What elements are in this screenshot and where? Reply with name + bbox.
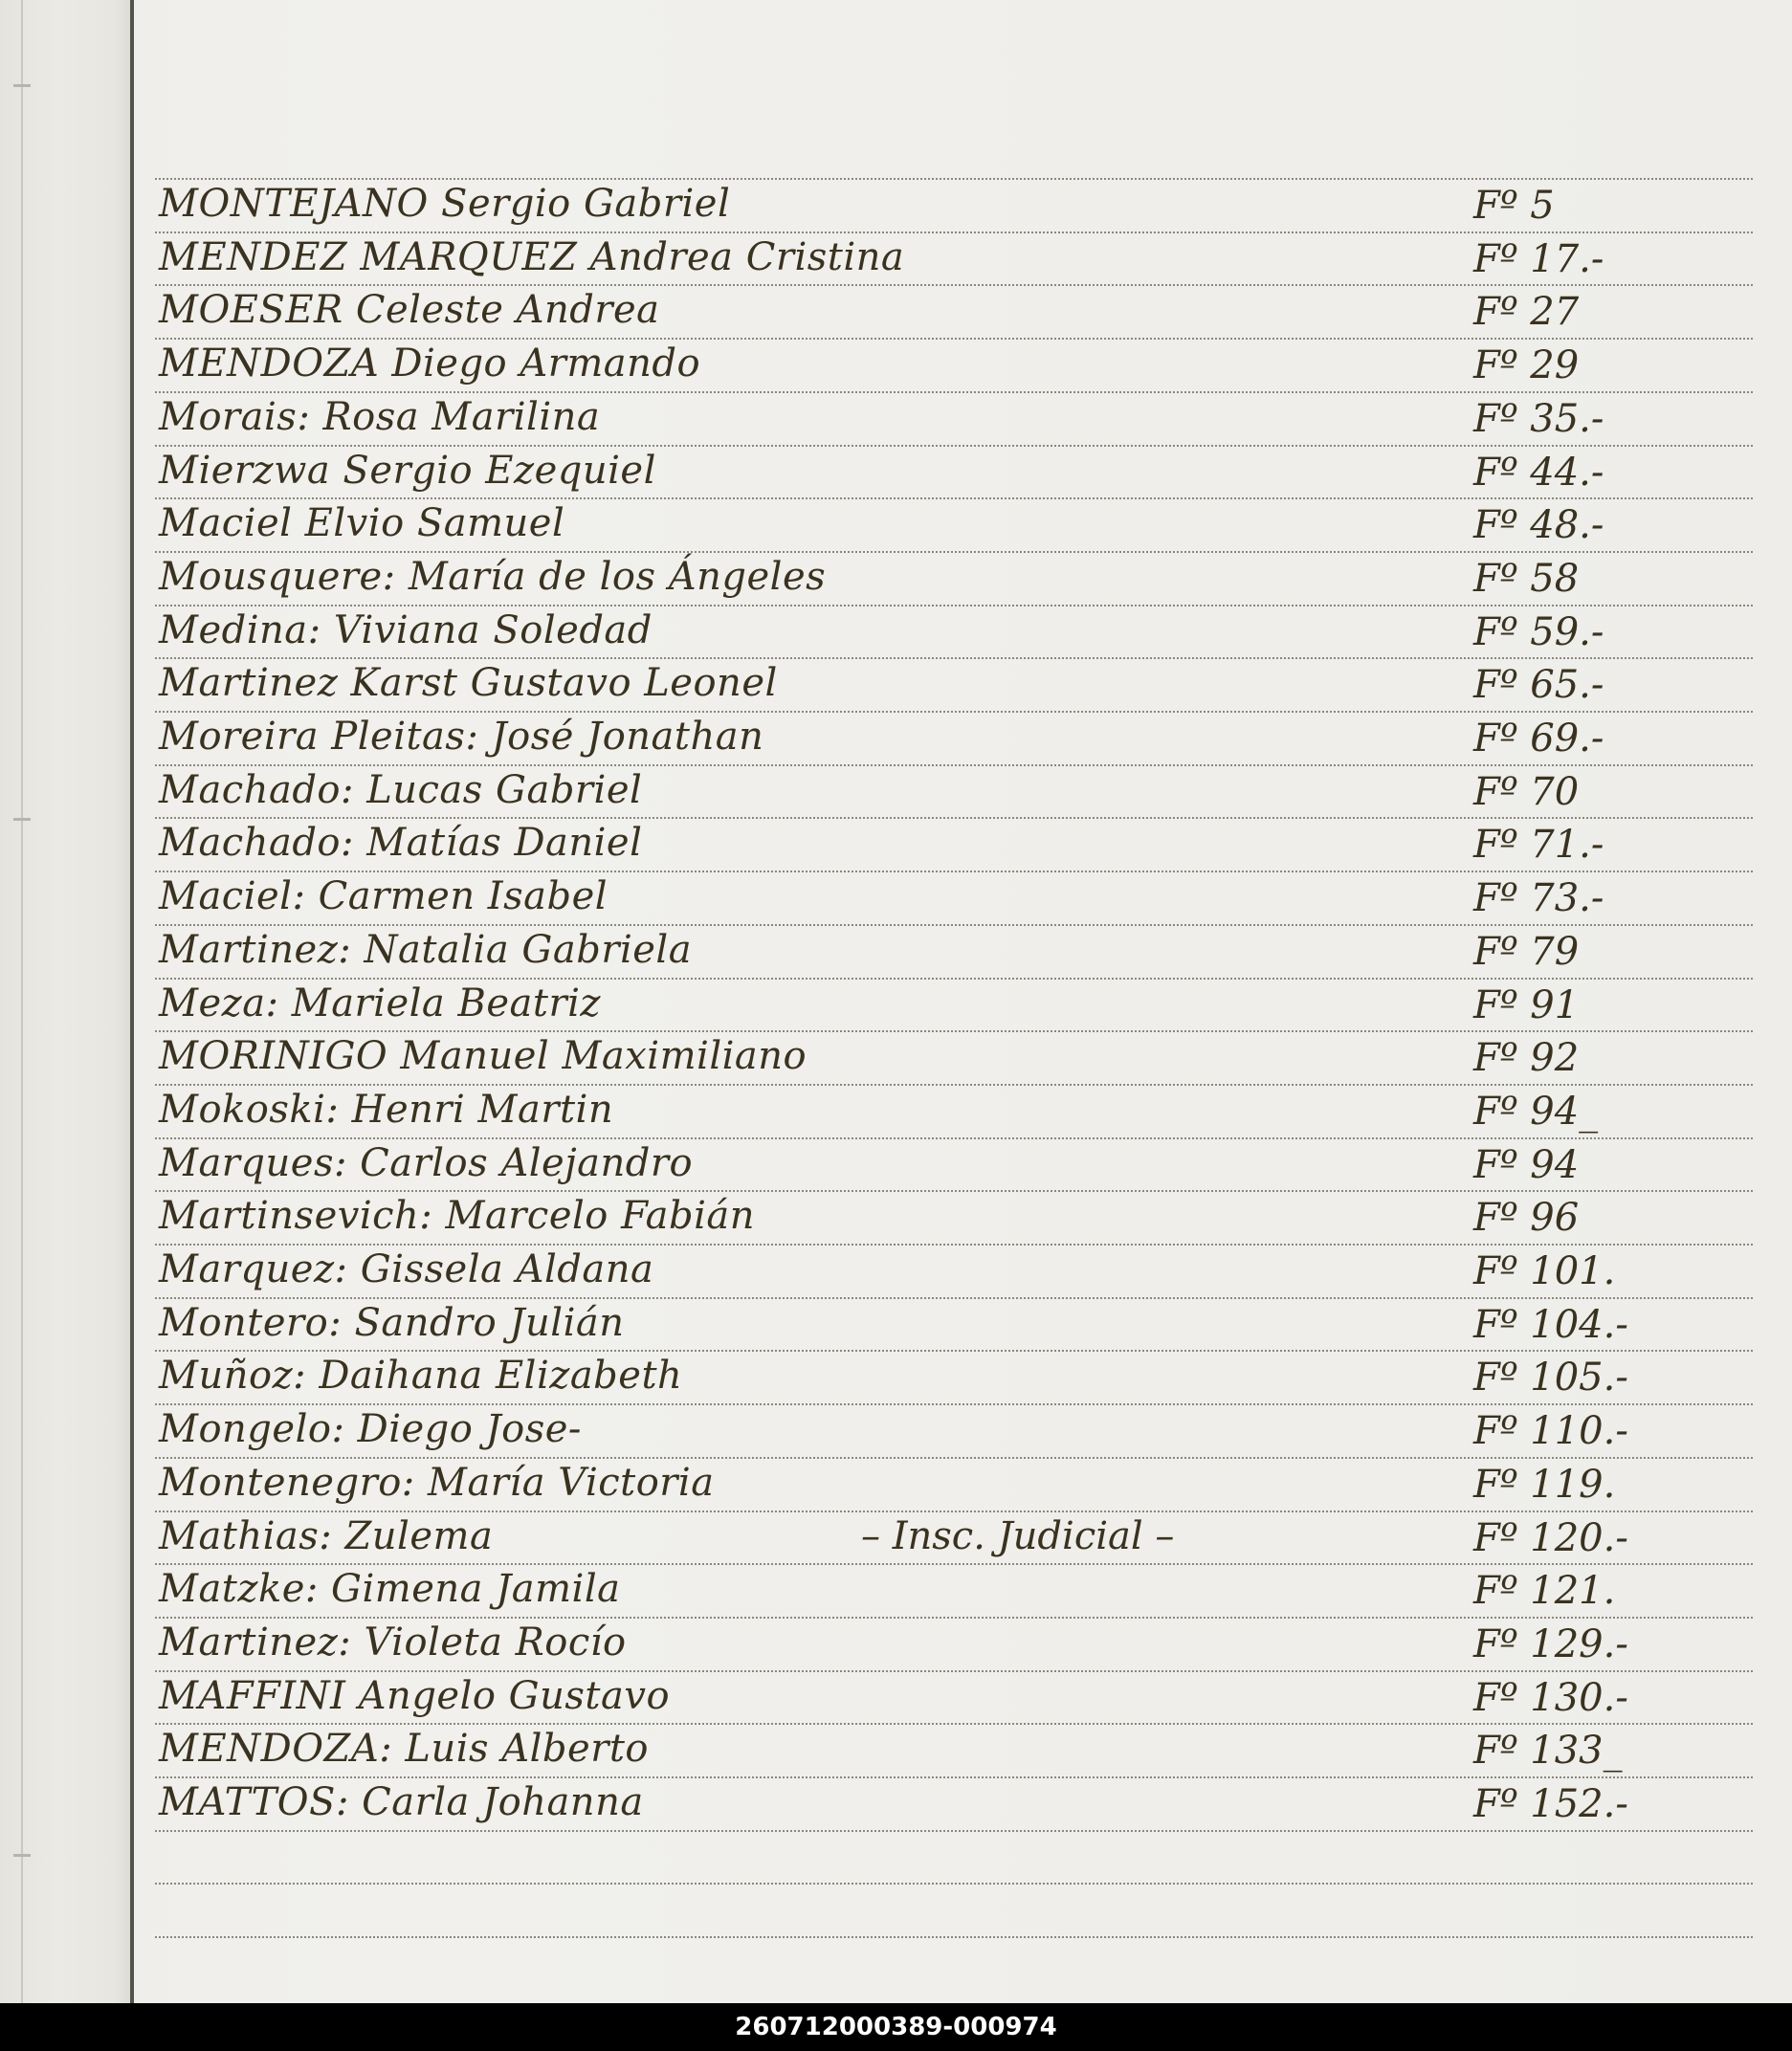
ruled-line xyxy=(155,1936,1753,1938)
entry-folio: Fº 79 xyxy=(1473,930,1580,974)
entry-folio: Fº 48.- xyxy=(1473,503,1604,547)
ledger-entry xyxy=(0,603,1792,656)
entry-name: Mongelo: Diego Jose- xyxy=(159,1407,582,1451)
entry-name: Mousquere: María de los Ángeles xyxy=(159,555,827,599)
entry-name: MATTOS: Carla Johanna xyxy=(159,1780,644,1824)
entry-name: MORINIGO Manuel Maximiliano xyxy=(159,1034,808,1078)
entry-folio: Fº 133_ xyxy=(1473,1729,1623,1773)
ledger-entry xyxy=(0,1455,1792,1509)
entry-folio: Fº 44.- xyxy=(1473,451,1604,495)
entry-name: MENDOZA Diego Armando xyxy=(159,342,701,386)
entry-name: Mierzwa Sergio Ezequiel xyxy=(159,449,656,493)
ledger-entry xyxy=(0,336,1792,389)
entry-folio: Fº 29 xyxy=(1473,343,1580,387)
ledger-entry xyxy=(0,1136,1792,1189)
entry-folio: Fº 65.- xyxy=(1473,663,1604,707)
entry-folio: Fº 130.- xyxy=(1473,1676,1628,1720)
entry-folio: Fº 73.- xyxy=(1473,876,1604,920)
entry-name: Maciel: Carmen Isabel xyxy=(159,874,608,918)
entry-name: Martinez: Natalia Gabriela xyxy=(159,928,693,972)
ledger-entry xyxy=(0,496,1792,549)
ledger-entry xyxy=(0,176,1792,230)
entry-folio: Fº 91 xyxy=(1473,983,1580,1027)
entry-name: MONTEJANO Sergio Gabriel xyxy=(159,182,731,226)
entry-name: MOESER Celeste Andrea xyxy=(159,288,660,332)
ledger-entry xyxy=(0,869,1792,922)
ledger-entry xyxy=(0,762,1792,816)
ledger-entry xyxy=(0,1082,1792,1136)
entry-name: Montenegro: María Victoria xyxy=(159,1461,715,1505)
entry-folio: Fº 121. xyxy=(1473,1569,1616,1613)
entry-note: – Insc. Judicial – xyxy=(861,1514,1175,1558)
entry-folio: Fº 104.- xyxy=(1473,1303,1628,1347)
entry-folio: Fº 5 xyxy=(1473,184,1555,228)
ledger-entry xyxy=(0,1401,1792,1455)
entry-folio: Fº 27 xyxy=(1473,290,1580,334)
ruled-line xyxy=(155,1830,1753,1832)
entry-folio: Fº 120.- xyxy=(1473,1516,1628,1560)
entry-name: Marquez: Gissela Aldana xyxy=(159,1247,654,1291)
ruled-line xyxy=(155,1883,1753,1885)
entry-folio: Fº 92 xyxy=(1473,1036,1580,1080)
entry-name: MENDOZA: Luis Alberto xyxy=(159,1727,649,1771)
entry-folio: Fº 110.- xyxy=(1473,1409,1628,1453)
entry-name: Machado: Lucas Gabriel xyxy=(159,768,643,812)
entry-name: Marques: Carlos Alejandro xyxy=(159,1141,694,1185)
entry-name: Meza: Mariela Beatriz xyxy=(159,981,601,1026)
document-id: 260712000389-000974 xyxy=(735,2013,1057,2041)
ledger-entry xyxy=(0,1721,1792,1775)
ledger-entry xyxy=(0,1028,1792,1082)
entry-folio: Fº 58 xyxy=(1473,557,1580,601)
ledger-entry xyxy=(0,655,1792,709)
ledger-entry xyxy=(0,1188,1792,1242)
ledger-entry xyxy=(0,922,1792,976)
footer-bar xyxy=(0,2003,1792,2051)
entry-name: MAFFINI Angelo Gustavo xyxy=(159,1674,671,1718)
ledger-entry xyxy=(0,1561,1792,1615)
ledger-entry xyxy=(0,443,1792,496)
entry-folio: Fº 129.- xyxy=(1473,1622,1628,1666)
ledger-entry xyxy=(0,549,1792,603)
ledger-entry xyxy=(0,282,1792,336)
entry-folio: Fº 119. xyxy=(1473,1463,1616,1507)
entry-folio: Fº 70 xyxy=(1473,770,1580,814)
entry-folio: Fº 69.- xyxy=(1473,717,1604,761)
entry-name: Mokoski: Henri Martin xyxy=(159,1088,614,1132)
entry-name: Martinez Karst Gustavo Leonel xyxy=(159,661,778,705)
entry-folio: Fº 35.- xyxy=(1473,397,1604,441)
entry-folio: Fº 17.- xyxy=(1473,237,1604,281)
ledger-entry xyxy=(0,709,1792,762)
entry-folio: Fº 96 xyxy=(1473,1196,1580,1240)
entry-folio: Fº 71.- xyxy=(1473,823,1604,867)
ledger-entry xyxy=(0,1668,1792,1722)
entry-folio: Fº 101. xyxy=(1473,1249,1616,1293)
entry-folio: Fº 152.- xyxy=(1473,1782,1628,1826)
binding-staple-mark xyxy=(13,84,31,87)
entry-name: Montero: Sandro Julián xyxy=(159,1301,625,1345)
ledger-entry xyxy=(0,815,1792,869)
binding-staple-mark xyxy=(13,1854,31,1857)
entry-name: Mathias: Zulema xyxy=(159,1514,494,1558)
ledger-entry xyxy=(0,976,1792,1029)
entry-name: Martinsevich: Marcelo Fabián xyxy=(159,1194,755,1238)
ledger-entry xyxy=(0,1775,1792,1828)
entry-name: Moreira Pleitas: José Jonathan xyxy=(159,715,764,759)
ledger-entry xyxy=(0,1295,1792,1349)
ledger-entry xyxy=(0,1348,1792,1401)
entry-name: Medina: Viviana Soledad xyxy=(159,608,653,652)
entry-name: Morais: Rosa Marilina xyxy=(159,395,601,439)
entry-name: Matzke: Gimena Jamila xyxy=(159,1567,621,1611)
entry-name: Machado: Matías Daniel xyxy=(159,821,643,865)
entry-name: MENDEZ MARQUEZ Andrea Cristina xyxy=(159,235,905,279)
ledger-entry xyxy=(0,1509,1792,1562)
ledger-entry xyxy=(0,1242,1792,1295)
entry-folio: Fº 94 xyxy=(1473,1143,1580,1187)
entry-folio: Fº 94_ xyxy=(1473,1090,1599,1134)
ledger-entry xyxy=(0,230,1792,283)
ledger-entry xyxy=(0,1615,1792,1668)
entry-folio: Fº 59.- xyxy=(1473,610,1604,654)
entry-folio: Fº 105.- xyxy=(1473,1356,1628,1400)
ledger-entry xyxy=(0,389,1792,443)
entry-name: Martinez: Violeta Rocío xyxy=(159,1621,627,1665)
entry-name: Muñoz: Daihana Elizabeth xyxy=(159,1354,683,1398)
entry-name: Maciel Elvio Samuel xyxy=(159,501,565,545)
